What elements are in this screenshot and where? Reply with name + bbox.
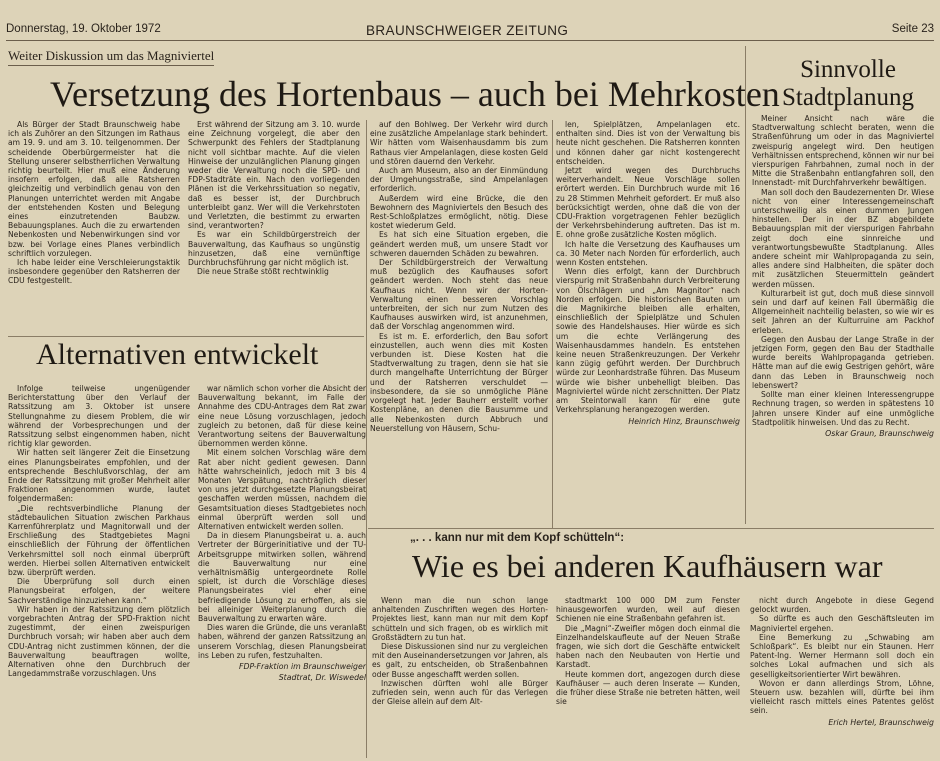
page-header xyxy=(6,0,934,41)
sinnvolle-paragraph: Kulturarbeit ist gut, doch muß diese sinnvoll sein und darf auf keinen Fall übermäßig die Allgemeinheit nachteilig belasten, so wie wir es seit Jahren an der Kulturruine am Packhof erleben. xyxy=(752,288,934,335)
alternativen-column-1 xyxy=(8,384,190,758)
main-signature: Heinrich Hinz, Braunschweig xyxy=(628,416,740,426)
kaufhaeuser-column-2 xyxy=(556,596,740,758)
kaufhaeuser-kicker: „. . . kann nur mit dem Kopf schütteln“: xyxy=(410,532,625,544)
main-paragraph: auf den Bohlweg. Der Verkehr wird durch eine zusätzliche Ampelanlage stark behindert. Wir hätten vom Waisenhausdamm bis zum Rathaus vier Ampelanlagen, diese kosten Geld und stören dauernd den Verkehr. xyxy=(370,120,548,166)
main-article-column-4 xyxy=(556,120,740,528)
section-divider xyxy=(368,528,934,529)
alternativen-signature: FDP-Fraktion im Braunschweiger xyxy=(238,662,366,672)
kaufhaeuser-paragraph: Wovon er dann allerdings Strom, Löhne, Steuern usw. bezahlen will, dürfte bei ihm vielleicht rasch mittels eines Patentes gelöst sein. xyxy=(750,678,934,716)
sinnvolle-column xyxy=(752,114,934,524)
sinnvolle-paragraph: Man soll doch den Baudezernenten Dr. Wiese nicht von einer Interessengemeinschaft unterschweilig als einen dummen Jungen hinstellen. Der in der BZ abgebildete Bebauungsplan mit der vierspurigen Fahrbahn zeigt doch eine sinnreiche und verantwortungsbewußte Stadtplanung. Alles andere scheint mir Wahlpropaganda zu sein, alles andere sind Halbheiten, die später doch mit zusätzlichen Steuermitteln geändert werden müssen. xyxy=(752,187,934,289)
kaufhaeuser-paragraph: Eine Bemerkung zu „Schwabing am Schloßpark“. Es bleibt nur ein Staunen. Herr Patent-Ing. Werner Hermann soll doch ein solches Lokal aufmachen und sich als geselligkeitsorientierter Wirt bewähren. xyxy=(750,632,934,679)
main-headline: Versetzung des Hortenbaus – auch bei Mehrkosten xyxy=(50,74,780,114)
alternativen-paragraph: Dies waren die Gründe, die uns veranlaßt haben, während der ganzen Ratssitzung an unserem Vorschlag, diesen Planungsbeirat ins Leben zu rufen, festzuhalten. xyxy=(198,623,366,660)
main-paragraph: Außerdem wird eine Brücke, die den Bewohnern des Magniviertels den Besuch des Rest-Schloßplatzes ermöglicht, nötig. Diese kostet wiederum Geld. xyxy=(370,193,548,231)
main-paragraph: Wenn dies erfolgt, kann der Durchbruch vierspurig mit Straßenbahn durch Verbreiterung von Ölschlägern und „Am Magnitor“ nach Norden erfolgen. Die historischen Bauten um die Magnikirche bleiben alle erhalten, einschließlich der Spielplätze und Schulen sowie des Handelshauses. Hier würde es sich um die echte Verlängerung des Waisenhausdammes handeln. Es entstehen keine neuen Straßenkreuzungen. Der Verkehr kann zügig geführt werden. Der Durchbruch würde zur Leonhardstraße führen. Das Museum würde wie bisher unbehelligt bleiben. Das Magniviertel würde nicht zerschnitten. Der Platz am Steintorwall kann für eine gute Verkehrsplanung herangezogen werden. xyxy=(556,267,740,415)
kaufhaeuser-paragraph: Wenn man die nun schon lange anhaltenden Zuschriften wegen des Horten-Projektes liest, kann man nur mit dem Kopf schütteln und sich fragen, ob es wirklich mit Großstädtern zu tun hat. xyxy=(372,596,548,642)
main-paragraph: len, Spielplätzen, Ampelanlagen etc. enthalten sind. Dies ist von der Verwaltung bis heute nicht geschehen. Die Ratsherren konnten und können daher gar nicht kostengerecht entscheiden. xyxy=(556,120,740,166)
alternativen-column-2 xyxy=(198,384,366,758)
kaufhaeuser-column-1 xyxy=(372,596,548,758)
kaufhaeuser-paragraph: So dürfte es auch den Geschäftsleuten im Magniviertel ergehen. xyxy=(750,614,934,633)
alternativen-paragraph: war nämlich schon vorher die Absicht der Bauverwaltung bekannt, im Falle der Annahme des CDU-Antrages dem Rat zwar eine neue Lösung vorzuschlagen, jedoch zugleich zu betonen, daß für diese keine Verantwortung seitens der Bauverwaltung übernommen werden könne. xyxy=(198,384,366,449)
main-article-column-3 xyxy=(370,120,548,528)
alternativen-paragraph: Die Überprüfung soll durch einen Planungsbeirat erfolgen, der weitere Sachverständige hinzuziehen kann.“ xyxy=(8,577,190,605)
main-paragraph: Ich habe leider eine Verschleierungstaktik insbesondere gegenüber den Ratsherren der CDU festgestellt. xyxy=(8,258,180,286)
kaufhaeuser-paragraph: stadtmarkt 100 000 DM zum Fenster hinausgeworfen wurden, weil auf diesen Schienen nie eine Straßenbahn gefahren ist. xyxy=(556,596,740,624)
column-divider xyxy=(366,120,367,758)
main-article-column-2 xyxy=(188,120,360,335)
kaufhaeuser-signature: Erich Hertel, Braunschweig xyxy=(828,717,934,727)
kaufhaeuser-headline: Wie es bei anderen Kaufhäusern war xyxy=(412,548,883,584)
alternativen-paragraph: Infolge teilweise ungenügender Berichterstattung über den Verlauf der Ratssitzung am 3. Oktober ist unsere Stellungnahme zu diesem Problem, die wir während der Vorbesprechungen und der Ratssitzung selbst eingenommen haben, nicht richtig klar geworden. xyxy=(8,384,190,449)
section-divider xyxy=(8,336,364,337)
main-paragraph: Jetzt wird wegen des Durchbruchs weiterverhandelt. Neue Vorschläge sollen erörtert werden. Ein Durchbruch wurde mit 16 zu 28 Stimmen Mehrheit gefordert. Er muß also berücksichtigt werden, ohne daß die von der CDU-Fraktion vorgetragenen Fehler bezüglich der Verkehrsbehinderung auftreten. Das ist m. E. ohne große zusätzliche Kosten möglich. xyxy=(556,166,740,240)
main-paragraph: Der Schildbürgerstreich der Verwaltung muß bezüglich des Kaufhauses sofort geändert werden. Noch steht das neue Kaufhaus nicht. Wenn wir der Horten-Verwaltung einen besseren Vorschlag unterbreiten, der sich nur zum Nutzen des Kaufhauses auswirken wird, ist anzunehmen, daß der Vorschlag angenommen wird. xyxy=(370,258,548,332)
main-paragraph: Ich halte die Versetzung des Kaufhauses um ca. 30 Meter nach Norden für erforderlich, auch wenn Kosten entstehen. xyxy=(556,239,740,268)
main-paragraph: Es hat sich eine Situation ergeben, die geändert werden muß, um unsere Stadt vor schweren dauernden Schäden zu bewahren. xyxy=(370,230,548,258)
kaufhaeuser-paragraph: nicht durch Angebote in diese Gegend gelockt wurden. xyxy=(750,596,934,615)
alternativen-paragraph: Mit einem solchen Vorschlag wäre dem Rat aber nicht gedient gewesen. Dann hätte wahrscheinlich, jedoch mit 3 bis 4 Monaten Verspätung, nachträglich dieser von uns jetzt durchgesetzte Planungsbeirat geschaffen werden müssen, nachdem die Gesamtsituation dieses Stadtgebietes noch einmal überprüft werden soll und Alternativen entwickelt werden sollen. xyxy=(198,448,366,532)
newspaper-name: BRAUNSCHWEIGER ZEITUNG xyxy=(366,23,569,38)
kaufhaeuser-column-3 xyxy=(750,596,934,758)
alternativen-signature: Stadtrat, Dr. Wiswedel xyxy=(278,673,366,683)
sinnvolle-signature: Oskar Graun, Braunschweig xyxy=(825,428,934,438)
main-paragraph: Es war ein Schildbürgerstreich der Bauverwaltung, das Kaufhaus so ungünstig hinzusetzen, daß eine vernünftige Durchbruchsführung gar nicht möglich ist. xyxy=(188,230,360,268)
column-divider xyxy=(745,46,746,524)
kaufhaeuser-paragraph: Diese Diskussionen sind nur zu vergleichen mit den Auseinandersetzungen vor Jahren, als es galt, zu entscheiden, ob Straßenbahnen oder Busse angeschafft werden sollen. xyxy=(372,642,548,679)
issue-date: Donnerstag, 19. Oktober 1972 xyxy=(6,23,161,35)
main-paragraph: Als Bürger der Stadt Braunschweig habe ich als Zuhörer an den Sitzungen im Rathaus am 19. 9. und am 3. 10. teilgenommen. Der scheidende Oberbürgermeister hat die Stellung unserer selbstherrlichen Verwaltung richtig beurteilt. Hier muß eine Änderung insofern erfolgen, daß alle Ratsherren gleichzeitig und verbindlich genau von den Planungen unterrichtet werden mit Angabe der entstehenden Kosten und Belegung eines einzutretenden Baubzw. Bebauungsplanes. Auch die zu erwartenden Nebenkosten und Nebenwirkungen sind vor bzw. bei Vorlage eines Planes verbindlich schriftlich vorzulegen. xyxy=(8,120,180,258)
alternativen-headline: Alternativen entwickelt xyxy=(36,338,319,371)
sinnvolle-headline: Sinnvolle Stadtplanung xyxy=(782,56,914,111)
kaufhaeuser-paragraph: Heute kommen dort, angezogen durch diese Kaufhäuser — auch deren Inserate — Kunden, die früher diese Straße nie betreten hätten, weil sie xyxy=(556,669,740,707)
main-article-column-1 xyxy=(8,120,180,335)
alternativen-paragraph: Da in diesem Planungsbeirat u. a. auch Vertreter der Bürgerinitiative und der TU-Arbeitsgruppe mitwirken sollen, während die Bauverwaltung nur eine verhältnismäßig untergeordnete Rolle spielt, ist durch die Vorschläge dieses Planungsbeirates viel eher eine befriedigende Lösung zu erhoffen, als sie bei alleiniger Weiterplanung durch die Bauverwaltung zu erwarten wäre. xyxy=(198,531,366,624)
section-kicker: Weiter Diskussion um das Magniviertel xyxy=(8,48,215,63)
main-paragraph: Auch am Museum, also an der Einmündung der Umgehungsstraße, sind Ampelanlagen erforderlich. xyxy=(370,166,548,194)
alternativen-paragraph: Wir hatten seit längerer Zeit die Einsetzung eines Planungsbeirates empfohlen, und der entsprechende Beschlußvorschlag, der am Ende der Ratssitzung mit großer Mehrheit aller Fraktionen angenommen wurde, lautet folgendermaßen: xyxy=(8,448,190,504)
alternativen-paragraph: „Die rechtsverbindliche Planung der städtebaulichen Situation zwischen Parkhaus Karrenführerplatz und Magnitorwall und der Erschließung des Stadtgebietes Magni einschließlich der Führung der öffentlichen Verkehrsmittel soll noch einmal überprüft werden. Hierbei sollen Alternativen entwickelt bzw. überprüft werden. xyxy=(8,503,190,578)
page-number: Seite 23 xyxy=(891,23,934,35)
alternativen-paragraph: Wir haben in der Ratssitzung dem plötzlich vorgebrachten Antrag der SPD-Fraktion nicht zugestimmt, der einen zweispurigen Durchbruch vorsah; wir haben aber auch dem CDU-Antrag nicht zustimmen können, der die Bauverwaltung beauftragen wollte, Alternativen ohne den Durchbruch der Langedammstraße vorzuschlagen. Uns xyxy=(8,604,190,679)
sinnvolle-paragraph: Meiner Ansicht nach wäre die Stadtverwaltung schlecht beraten, wenn die Straßenführung um oder in das Magniviertel zweispurig angelegt wird. Den heutigen Verhältnissen entsprechend, können wir nur bei vierspurigen Fahrbahnen, zumal noch in der Mitte die Straßenbahn entlangfahren soll, den Innenstadt- mit Durchfahrverkehr bewältigen. xyxy=(752,114,934,188)
column-divider xyxy=(552,120,553,528)
kaufhaeuser-paragraph: Die „Magni“-Zweifler mögen doch einmal die Einzelhandelskaufleute auf der Neuen Straße fragen, wie sich dort die Geschäfte entwickelt haben nach den Neubauten von Hertie und Karstadt. xyxy=(556,623,740,670)
main-paragraph: Es ist m. E. erforderlich, den Bau sofort einzustellen, auch wenn dies mit Kosten verbunden ist. Diese Kosten hat die Stadtverwaltung zu tragen, denn sie hat sie durch mangelhafte Unterrichtung der Bürger und der Ratsherren verschuldet — insbesondere, da sie so unmögliche Pläne vorgelegt hat. Jeder Bauherr erstellt vorher Kostenpläne, an denen die Bausumme und alle Nebenkosten durch Abbruch und Neuerstellung von Häusern, Schu- xyxy=(370,331,548,433)
kaufhaeuser-paragraph: Inzwischen dürften wohl alle Bürger zufrieden sein, wenn auch für das Verlegen der Gleise allein auf dem Alt- xyxy=(372,678,548,707)
main-paragraph: Erst während der Sitzung am 3. 10. wurde eine Zeichnung vorgelegt, die aber den Schwerpunkt des Fehlers der Stadtplanung nicht voll sichtbar machte. Auf die vielen Hinweise der unzulänglichen Planung gingen weder die Verwaltung noch die SPD- und FDP-Stadträte ein. Nach den vorliegenden Plänen ist die Verkehrssituation so negativ, daß es besser ist, der Durchbruch unterbleibt ganz. Wer will die Verkehrstoten und Verletzten, die bestimmt zu erwarten sind, verantworten? xyxy=(188,120,360,231)
sinnvolle-paragraph: Sollte man einer kleinen Interessengruppe Rechnung tragen, so werden in spätestens 10 Jahren unsere Kinder auf eine unmögliche Stadtpolitik hinweisen. Und das zu Recht. xyxy=(752,390,934,427)
main-paragraph: Die neue Straße stößt rechtwinklig xyxy=(197,267,329,277)
sinnvolle-paragraph: Gegen den Ausbau der Lange Straße in der jetzigen Form, gegen den Bau der Stadthalle wurde bereits Wahlpropaganda getrieben. Hätte man auf die ewig Gestrigen gehört, wäre dann das Leben in Braunschweig noch lebenswert? xyxy=(752,334,934,390)
